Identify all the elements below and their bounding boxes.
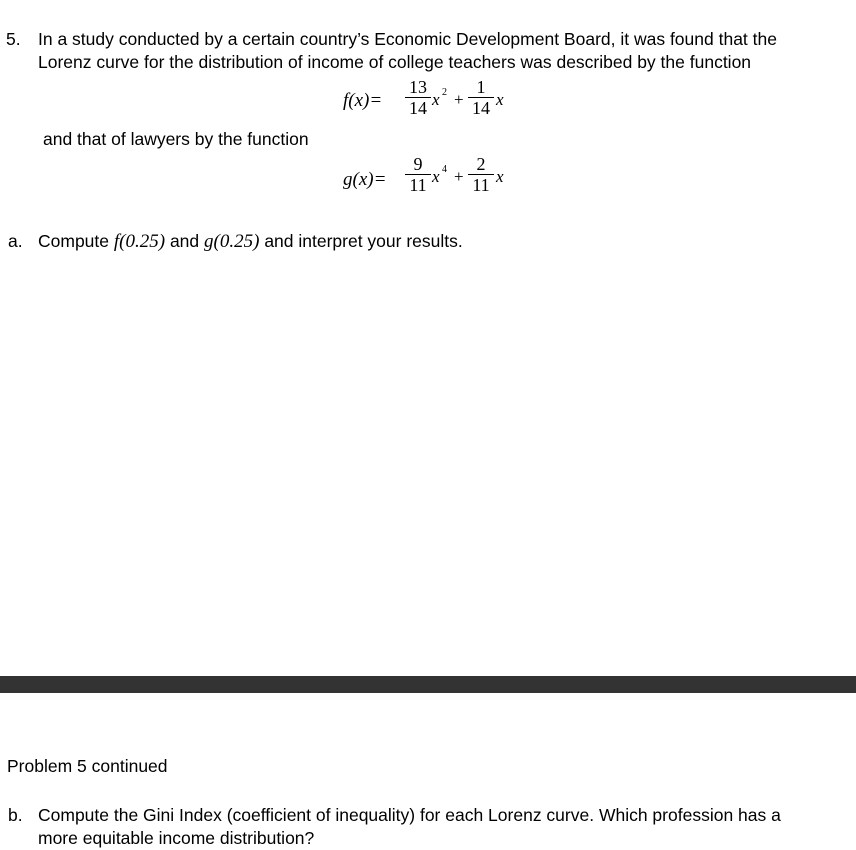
formula-f-term-2-variable: x — [496, 90, 504, 109]
formula-g-fraction-2-denominator: 11 — [472, 175, 490, 195]
lawyers-text: and that of lawyers by the function — [43, 129, 309, 149]
formula-g-fraction-2 — [468, 155, 494, 194]
part-b-line-1: Compute the Gini Index (coefficient of inequality) for each Lorenz curve. Which profession has a — [38, 805, 781, 825]
formula-g-fraction-1 — [405, 155, 431, 194]
formula-g-lhs: g(x)= — [343, 169, 387, 190]
formula-g-term-1-exponent: 4 — [442, 164, 447, 175]
formula-f-term-1-exponent: 2 — [442, 87, 447, 98]
part-b-label: b. — [8, 805, 23, 825]
part-a-text-2: and — [169, 231, 200, 251]
formula-g-term-2-variable: x — [496, 167, 504, 186]
formula-f-fraction-1-denominator: 14 — [409, 98, 427, 118]
formula-f-fraction-2-denominator: 14 — [472, 98, 490, 118]
part-a-text-1: Compute — [38, 231, 110, 251]
page-divider — [0, 676, 856, 693]
formula-g-plus: + — [454, 167, 464, 186]
problem-intro-line-2: Lorenz curve for the distribution of income of college teachers was described by the function — [38, 52, 752, 72]
formula-g-fraction-1-denominator: 11 — [409, 175, 427, 195]
part-a-label: a. — [8, 231, 23, 251]
part-a-text-3: and interpret your results. — [264, 231, 463, 251]
problem-number: 5. — [6, 29, 21, 49]
formula-f-fraction-2-numerator: 1 — [476, 77, 486, 97]
formula-f-lhs: f(x)= — [343, 90, 383, 111]
formula-f-term-1-variable: x — [432, 90, 440, 109]
formula-g-fraction-2-numerator: 2 — [476, 154, 486, 174]
formula-g-fraction-1-numerator: 9 — [413, 154, 423, 174]
formula-f-plus: + — [454, 90, 464, 109]
part-b-line-2: more equitable income distribution? — [38, 828, 315, 848]
part-a-expr-g: g(0.25) — [204, 231, 260, 252]
problem-intro-line-1: In a study conducted by a certain country’s Economic Development Board, it was found that the — [38, 29, 777, 49]
problem-continued-label: Problem 5 continued — [7, 756, 168, 776]
formula-f-fraction-1-numerator: 13 — [409, 77, 427, 97]
part-a-question — [38, 230, 463, 253]
formula-f-fraction-2 — [468, 78, 494, 117]
part-a-expr-f: f(0.25) — [113, 231, 166, 252]
formula-f-fraction-1 — [405, 78, 431, 117]
formula-g-term-1-variable: x — [432, 167, 440, 186]
